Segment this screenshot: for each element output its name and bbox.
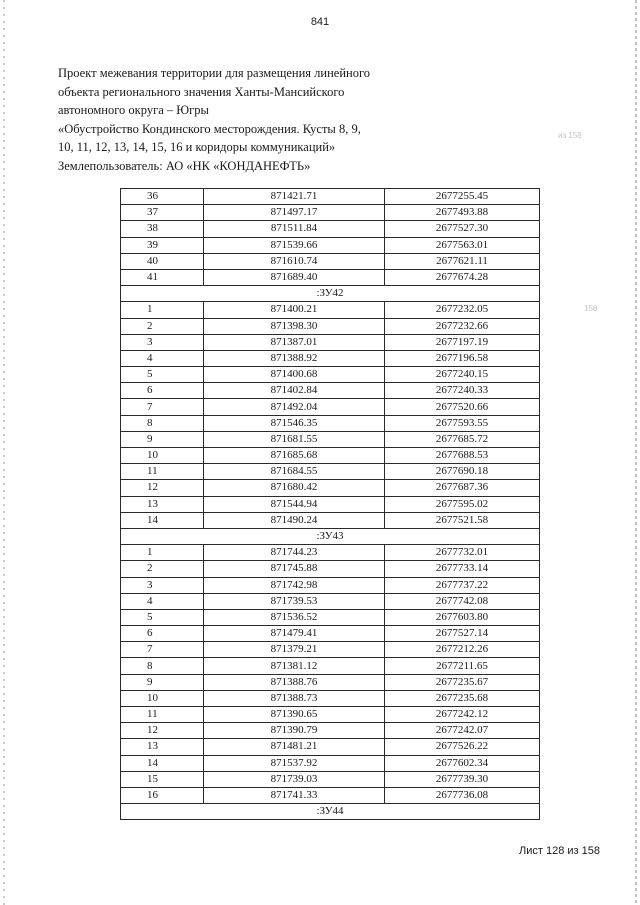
table-row [121,723,540,739]
table-row [121,221,540,237]
scan-edge-right [635,0,637,905]
header-line: 10, 11, 12, 13, 14, 15, 16 и коридоры коммуникаций» [58,140,336,154]
x-coordinate-cell: 871390.65 [204,707,385,723]
section-header-row [121,286,540,302]
y-coordinate-cell: 2677739.30 [385,771,540,787]
x-coordinate-cell: 871537.92 [204,755,385,771]
x-coordinate-cell: 871400.21 [204,302,385,318]
point-number-cell: 40 [121,253,204,269]
document-header [58,64,388,175]
table-row [121,674,540,690]
y-coordinate-cell: 2677736.08 [385,787,540,803]
x-coordinate-cell: 871388.92 [204,350,385,366]
y-coordinate-cell: 2677687.36 [385,480,540,496]
table-row [121,787,540,803]
x-coordinate-cell: 871400.68 [204,367,385,383]
x-coordinate-cell: 871689.40 [204,269,385,285]
table-row [121,302,540,318]
y-coordinate-cell: 2677240.33 [385,383,540,399]
table-row [121,609,540,625]
x-coordinate-cell: 871745.88 [204,561,385,577]
table-row [121,642,540,658]
point-number-cell: 11 [121,464,204,480]
point-number-cell: 10 [121,448,204,464]
x-coordinate-cell: 871402.84 [204,383,385,399]
header-line: Землепользователь: АО «НК «КОНДАНЕФТЬ» [58,158,311,173]
y-coordinate-cell: 2677527.30 [385,221,540,237]
y-coordinate-cell: 2677242.12 [385,707,540,723]
table-row [121,253,540,269]
y-coordinate-cell: 2677493.88 [385,205,540,221]
table-row [121,448,540,464]
y-coordinate-cell: 2677521.58 [385,512,540,528]
point-number-cell: 41 [121,269,204,285]
table-row [121,205,540,221]
y-coordinate-cell: 2677733.14 [385,561,540,577]
x-coordinate-cell: 871539.66 [204,237,385,253]
point-number-cell: 39 [121,237,204,253]
point-number-cell: 7 [121,399,204,415]
point-number-cell: 8 [121,415,204,431]
point-number-cell: 38 [121,221,204,237]
table-row [121,755,540,771]
y-coordinate-cell: 2677593.55 [385,415,540,431]
x-coordinate-cell: 871685.68 [204,448,385,464]
point-number-cell: 7 [121,642,204,658]
x-coordinate-cell: 871388.76 [204,674,385,690]
section-header-row [121,804,540,820]
x-coordinate-cell: 871479.41 [204,626,385,642]
y-coordinate-cell: 2677688.53 [385,448,540,464]
x-coordinate-cell: 871398.30 [204,318,385,334]
table-row [121,269,540,285]
y-coordinate-cell: 2677240.15 [385,367,540,383]
y-coordinate-cell: 2677232.66 [385,318,540,334]
x-coordinate-cell: 871681.55 [204,431,385,447]
point-number-cell: 1 [121,545,204,561]
section-title: :ЗУ44 [121,804,540,820]
table-row [121,496,540,512]
y-coordinate-cell: 2677235.68 [385,690,540,706]
y-coordinate-cell: 2677196.58 [385,350,540,366]
x-coordinate-cell: 871684.55 [204,464,385,480]
section-header-row [121,528,540,544]
point-number-cell: 10 [121,690,204,706]
x-coordinate-cell: 871544.94 [204,496,385,512]
x-coordinate-cell: 871739.53 [204,593,385,609]
point-number-cell: 14 [121,512,204,528]
point-number-cell: 11 [121,707,204,723]
x-coordinate-cell: 871739.03 [204,771,385,787]
scan-edge-left [3,0,5,905]
table-row [121,658,540,674]
y-coordinate-cell: 2677520.66 [385,399,540,415]
header-line: объекта регионального значения Ханты-Мансийского [58,84,345,99]
table-row [121,626,540,642]
table-row [121,367,540,383]
x-coordinate-cell: 871536.52 [204,609,385,625]
x-coordinate-cell: 871742.98 [204,577,385,593]
table-row [121,399,540,415]
point-number-cell: 2 [121,561,204,577]
point-number-cell: 12 [121,480,204,496]
table-row [121,480,540,496]
y-coordinate-cell: 2677235.67 [385,674,540,690]
x-coordinate-cell: 871421.71 [204,189,385,205]
y-coordinate-cell: 2677255.45 [385,189,540,205]
point-number-cell: 15 [121,771,204,787]
table-row [121,464,540,480]
bleed-through-mark: 158 [584,304,598,313]
point-number-cell: 3 [121,334,204,350]
table-row [121,577,540,593]
table-row [121,350,540,366]
point-number-cell: 9 [121,674,204,690]
y-coordinate-cell: 2677232.05 [385,302,540,318]
coordinates-table-body [121,189,540,820]
table-row [121,561,540,577]
table-row [121,545,540,561]
x-coordinate-cell: 871744.23 [204,545,385,561]
table-row [121,593,540,609]
y-coordinate-cell: 2677690.18 [385,464,540,480]
y-coordinate-cell: 2677737.22 [385,577,540,593]
table-row [121,690,540,706]
y-coordinate-cell: 2677563.01 [385,237,540,253]
table-row [121,512,540,528]
point-number-cell: 1 [121,302,204,318]
point-number-cell: 3 [121,577,204,593]
y-coordinate-cell: 2677674.28 [385,269,540,285]
y-coordinate-cell: 2677595.02 [385,496,540,512]
table-row [121,334,540,350]
table-row [121,383,540,399]
point-number-cell: 16 [121,787,204,803]
point-number-cell: 13 [121,496,204,512]
point-number-cell: 5 [121,367,204,383]
point-number-cell: 9 [121,431,204,447]
section-title: :ЗУ43 [121,528,540,544]
x-coordinate-cell: 871379.21 [204,642,385,658]
point-number-cell: 36 [121,189,204,205]
table-row [121,739,540,755]
header-line: Проект межевания территории для размещения линейного [58,66,371,80]
table-row [121,707,540,723]
x-coordinate-cell: 871497.17 [204,205,385,221]
bleed-through-mark: из 158 [558,131,582,140]
point-number-cell: 5 [121,609,204,625]
table-row [121,771,540,787]
header-line: «Обустройство Кондинского месторождения. Кусты 8, 9, [58,121,361,136]
point-number-cell: 13 [121,739,204,755]
x-coordinate-cell: 871511.84 [204,221,385,237]
y-coordinate-cell: 2677602.34 [385,755,540,771]
y-coordinate-cell: 2677212.26 [385,642,540,658]
header-line: автономного округа – Югры [58,103,209,117]
x-coordinate-cell: 871741.33 [204,787,385,803]
y-coordinate-cell: 2677242.07 [385,723,540,739]
x-coordinate-cell: 871381.12 [204,658,385,674]
point-number-cell: 37 [121,205,204,221]
y-coordinate-cell: 2677603.80 [385,609,540,625]
x-coordinate-cell: 871490.24 [204,512,385,528]
sheet-counter: Лист 128 из 158 [519,845,600,857]
x-coordinate-cell: 871388.73 [204,690,385,706]
y-coordinate-cell: 2677211.65 [385,658,540,674]
table-row [121,237,540,253]
point-number-cell: 12 [121,723,204,739]
table-row [121,189,540,205]
point-number-cell: 4 [121,593,204,609]
x-coordinate-cell: 871387.01 [204,334,385,350]
table-row [121,431,540,447]
coordinates-table [120,188,540,820]
x-coordinate-cell: 871546.35 [204,415,385,431]
section-title: :ЗУ42 [121,286,540,302]
x-coordinate-cell: 871680.42 [204,480,385,496]
x-coordinate-cell: 871390.79 [204,723,385,739]
y-coordinate-cell: 2677685.72 [385,431,540,447]
y-coordinate-cell: 2677621.11 [385,253,540,269]
point-number-cell: 6 [121,383,204,399]
point-number-cell: 8 [121,658,204,674]
x-coordinate-cell: 871610.74 [204,253,385,269]
page-number: 841 [310,16,330,28]
y-coordinate-cell: 2677197.19 [385,334,540,350]
point-number-cell: 6 [121,626,204,642]
table-row [121,318,540,334]
table-row [121,415,540,431]
x-coordinate-cell: 871481.21 [204,739,385,755]
point-number-cell: 2 [121,318,204,334]
x-coordinate-cell: 871492.04 [204,399,385,415]
point-number-cell: 14 [121,755,204,771]
point-number-cell: 4 [121,350,204,366]
y-coordinate-cell: 2677732.01 [385,545,540,561]
y-coordinate-cell: 2677742.08 [385,593,540,609]
y-coordinate-cell: 2677526.22 [385,739,540,755]
y-coordinate-cell: 2677527.14 [385,626,540,642]
